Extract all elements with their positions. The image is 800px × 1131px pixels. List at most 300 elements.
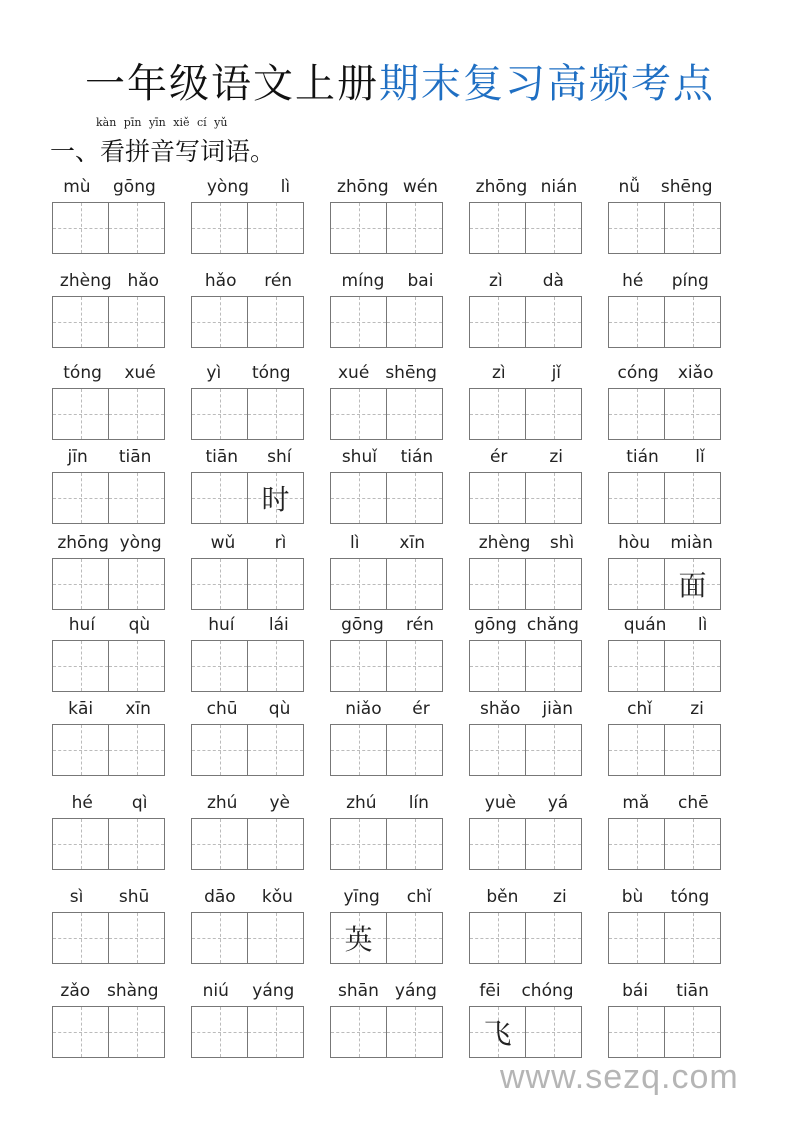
pinyin-syllable: zhèng [478,533,531,553]
writing-cell[interactable] [247,1007,303,1057]
writing-cell[interactable] [331,297,386,347]
word-item [608,886,723,968]
word-item [330,270,445,352]
writing-boxes [469,202,582,254]
pinyin-syllable: niú [202,981,229,1001]
writing-cell[interactable] [470,473,525,523]
writing-cell[interactable] [108,725,164,775]
pinyin-syllable: zǎo [60,981,91,1001]
writing-cell[interactable] [247,819,303,869]
word-item [330,698,445,780]
pinyin-syllable: shì [549,533,575,553]
writing-boxes [191,388,304,440]
pinyin-syllable: niǎo [345,699,382,719]
writing-cell[interactable] [664,203,720,253]
writing-boxes [330,724,443,776]
pinyin-syllable: zhōng [337,177,389,197]
written-character: 面 [678,569,707,602]
pinyin-label [191,886,306,908]
pinyin-syllable: jǐ [551,363,562,383]
pinyin-syllable: shān [338,981,379,1001]
word-item [52,446,167,528]
writing-boxes [608,388,721,440]
pinyin-syllable: shēng [660,177,713,197]
word-item [330,176,445,258]
written-character: 时 [261,483,290,516]
word-item [191,532,306,614]
title-blue-part: 期末复习高频考点 [379,61,715,107]
pinyin-label [469,614,584,636]
writing-cell[interactable] [53,819,108,869]
word-item [608,446,723,528]
pinyin-syllable: yuè [484,793,517,813]
writing-cell[interactable] [609,559,664,609]
writing-cell[interactable] [525,1007,581,1057]
pinyin-label [52,886,167,908]
writing-cell[interactable] [525,725,581,775]
pinyin-label [469,980,584,1002]
writing-boxes [191,472,304,524]
writing-boxes [608,472,721,524]
word-item [469,270,584,352]
writing-boxes [52,388,165,440]
pinyin-syllable: qù [128,615,151,635]
writing-boxes [52,724,165,776]
pinyin-syllable: xīn [399,533,425,553]
writing-cell[interactable] [609,725,664,775]
writing-boxes [330,1006,443,1058]
pinyin-label [52,362,167,384]
writing-boxes [330,296,443,348]
writing-cell[interactable] [331,559,386,609]
writing-cell[interactable] [108,819,164,869]
word-item [191,176,306,258]
writing-boxes [330,912,443,964]
pinyin-label [191,614,306,636]
title-black-part: 一年级语文上册 [85,61,379,107]
writing-cell[interactable] [664,1007,720,1057]
writing-cell[interactable] [53,913,108,963]
pinyin-syllable: lǐ [695,447,705,467]
word-item [52,532,167,614]
pinyin-syllable: dà [542,271,564,291]
writing-cell[interactable] [331,641,386,691]
pinyin-label [608,362,723,384]
pinyin-syllable: mǎ [622,793,650,813]
writing-cell[interactable] [470,389,525,439]
pinyin-label [52,614,167,636]
pinyin-syllable: qì [131,793,148,813]
writing-boxes [608,818,721,870]
pinyin-label [330,614,445,636]
pinyin-syllable: shēng [385,363,437,383]
pinyin-syllable: ér [412,699,430,719]
pinyin-syllable: tóng [63,363,102,383]
writing-cell[interactable] [664,473,720,523]
pinyin-label [330,886,445,908]
pinyin-syllable: quán [623,615,667,635]
writing-boxes [469,912,582,964]
writing-cell[interactable] [386,203,442,253]
writing-cell[interactable] [108,1007,164,1057]
pinyin-syllable: shū [118,887,150,907]
pinyin-label [52,446,167,468]
writing-cell[interactable] [192,297,247,347]
writing-boxes [52,640,165,692]
writing-cell[interactable] [53,473,108,523]
pinyin-syllable: zhōng [57,533,109,553]
writing-boxes [191,818,304,870]
writing-cell[interactable] [609,389,664,439]
pinyin-syllable: píng [671,271,709,291]
pinyin-syllable: yáng [252,981,295,1001]
word-item [469,532,584,614]
pinyin-syllable: gōng [113,177,156,197]
pinyin-syllable: zi [549,447,564,467]
writing-boxes [52,818,165,870]
pinyin-syllable: shàng [106,981,159,1001]
word-item [330,980,445,1062]
word-item [608,614,723,696]
pinyin-syllable: lì [349,533,360,553]
pinyin-label [469,446,584,468]
writing-boxes [608,640,721,692]
writing-boxes [469,1006,582,1058]
pinyin-syllable: huí [68,615,96,635]
writing-cell[interactable] [331,1007,386,1057]
writing-cell[interactable] [609,203,664,253]
word-item [52,362,167,444]
pinyin-syllable: lì [697,615,708,635]
writing-cell[interactable] [247,389,303,439]
writing-boxes [330,202,443,254]
writing-cell[interactable] [108,913,164,963]
writing-cell[interactable] [53,203,108,253]
pinyin-label [330,980,445,1002]
writing-boxes [191,202,304,254]
writing-cell[interactable] [386,559,442,609]
pinyin-label [469,176,584,198]
writing-cell[interactable] [386,641,442,691]
writing-boxes [52,912,165,964]
pinyin-syllable: bai [407,271,434,291]
pinyin-label [608,792,723,814]
pinyin-syllable: běn [486,887,519,907]
writing-cell[interactable] [53,1007,108,1057]
writing-cell[interactable] [192,473,247,523]
word-item [608,980,723,1062]
pinyin-syllable: hé [71,793,93,813]
pinyin-syllable: yòng [119,533,162,553]
pinyin-label [191,176,306,198]
word-item [52,792,167,874]
pinyin-syllable: zì [489,271,503,291]
pinyin-syllable: zhú [206,793,238,813]
writing-cell[interactable] [609,913,664,963]
writing-boxes [608,558,721,610]
word-item [52,980,167,1062]
writing-cell[interactable] [525,473,581,523]
writing-cell[interactable] [470,725,525,775]
writing-boxes [191,1006,304,1058]
pinyin-syllable: hé [622,271,644,291]
pinyin-syllable: chū [206,699,238,719]
pinyin-syllable: chē [678,793,709,813]
pinyin-syllable: xué [124,363,156,383]
pinyin-syllable: bù [621,887,644,907]
writing-cell[interactable] [192,913,247,963]
pinyin-syllable: yè [269,793,290,813]
writing-cell[interactable] [247,297,303,347]
pinyin-syllable: hǎo [204,271,237,291]
writing-cell[interactable] [108,389,164,439]
writing-cell[interactable] [470,819,525,869]
writing-cell[interactable] [664,819,720,869]
writing-cell[interactable] [53,725,108,775]
writing-cell[interactable] [192,819,247,869]
writing-cell[interactable] [386,819,442,869]
section-title: 一、看拼音写词语。 [50,137,276,166]
pinyin-syllable: yá [547,793,569,813]
writing-cell[interactable] [664,389,720,439]
pinyin-syllable: xué [338,363,370,383]
writing-boxes [330,640,443,692]
writing-cell[interactable] [331,473,386,523]
writing-cell[interactable] [525,559,581,609]
writing-cell[interactable] [609,1007,664,1057]
writing-boxes [608,296,721,348]
pinyin-syllable: bái [622,981,649,1001]
watermark: www.sezq.com [500,1058,739,1096]
pinyin-syllable: rén [406,615,434,635]
word-item [330,532,445,614]
writing-cell[interactable] [192,725,247,775]
pinyin-syllable: tóng [670,887,710,907]
word-item [608,532,723,614]
pinyin-label [469,270,584,292]
writing-cell[interactable] [192,1007,247,1057]
writing-cell[interactable] [470,641,525,691]
pinyin-syllable: shí [267,447,292,467]
writing-boxes [608,1006,721,1058]
writing-cell[interactable] [525,819,581,869]
pinyin-syllable: nǚ [618,177,640,197]
word-item [469,980,584,1062]
pinyin-label [191,362,306,384]
writing-boxes [330,558,443,610]
writing-boxes [469,388,582,440]
writing-cell[interactable] [108,559,164,609]
writing-cell[interactable] [192,641,247,691]
writing-cell[interactable] [470,559,525,609]
pinyin-label [608,980,723,1002]
word-item [469,446,584,528]
pinyin-syllable: tiān [118,447,152,467]
writing-cell[interactable] [525,203,581,253]
word-item [191,270,306,352]
pinyin-label [469,886,584,908]
writing-cell[interactable] [609,819,664,869]
pinyin-label [330,698,445,720]
word-item [469,886,584,968]
pinyin-label [608,532,723,554]
word-item [52,698,167,780]
pinyin-label [191,792,306,814]
pinyin-syllable: mù [63,177,91,197]
writing-cell[interactable] [331,389,386,439]
writing-cell[interactable] [525,297,581,347]
writing-cell[interactable] [331,913,386,963]
pinyin-label [191,698,306,720]
writing-cell[interactable] [525,913,581,963]
pinyin-label [608,446,723,468]
writing-cell[interactable] [108,641,164,691]
writing-cell[interactable] [664,641,720,691]
page-title [0,52,800,109]
pinyin-label [330,532,445,554]
writing-cell[interactable] [386,297,442,347]
pinyin-label [608,176,723,198]
writing-cell[interactable] [386,725,442,775]
writing-boxes [469,472,582,524]
writing-boxes [469,724,582,776]
writing-cell[interactable] [53,389,108,439]
writing-cell[interactable] [386,389,442,439]
writing-cell[interactable] [386,473,442,523]
writing-cell[interactable] [53,297,108,347]
writing-cell[interactable] [470,203,525,253]
written-character: 英 [344,923,373,956]
writing-boxes [469,640,582,692]
writing-boxes [469,558,582,610]
pinyin-syllable: dāo [204,887,236,907]
writing-cell[interactable] [247,203,303,253]
writing-cell[interactable] [331,819,386,869]
word-item [469,792,584,874]
pinyin-label [191,270,306,292]
pinyin-syllable: lín [408,793,429,813]
writing-boxes [608,912,721,964]
pinyin-syllable: fēi [479,981,501,1001]
writing-boxes [52,1006,165,1058]
writing-cell[interactable] [53,559,108,609]
writing-cell[interactable] [470,297,525,347]
writing-cell[interactable] [108,203,164,253]
word-item [191,698,306,780]
pinyin-syllable: chǐ [406,887,432,907]
pinyin-label [52,698,167,720]
writing-cell[interactable] [53,641,108,691]
writing-cell[interactable] [108,297,164,347]
writing-cell[interactable] [192,559,247,609]
word-item [330,792,445,874]
pinyin-syllable: kǒu [261,887,293,907]
pinyin-label [469,532,584,554]
word-item [608,698,723,780]
writing-cell[interactable] [525,641,581,691]
pinyin-syllable: gōng [341,615,384,635]
pinyin-syllable: huí [208,615,235,635]
word-item [191,446,306,528]
writing-boxes [191,640,304,692]
word-item [330,886,445,968]
pinyin-syllable: cóng [617,363,659,383]
pinyin-syllable: yáng [394,981,437,1001]
pinyin-syllable: tián [626,447,659,467]
writing-cell[interactable] [247,559,303,609]
writing-boxes [608,202,721,254]
pinyin-syllable: zhōng [475,177,528,197]
writing-cell[interactable] [247,641,303,691]
writing-boxes [52,558,165,610]
writing-cell[interactable] [664,913,720,963]
word-item [469,362,584,444]
writing-cell[interactable] [192,203,247,253]
writing-boxes [469,296,582,348]
writing-cell[interactable] [609,641,664,691]
writing-boxes [330,388,443,440]
writing-cell[interactable] [247,473,303,523]
pinyin-syllable: yòng [206,177,249,197]
pinyin-syllable: shuǐ [341,447,377,467]
writing-cell[interactable] [192,389,247,439]
word-item [191,886,306,968]
writing-cell[interactable] [609,297,664,347]
pinyin-syllable: hòu [618,533,651,553]
writing-cell[interactable] [470,913,525,963]
writing-cell[interactable] [331,203,386,253]
writing-boxes [52,296,165,348]
writing-cell[interactable] [247,725,303,775]
word-item [469,614,584,696]
pinyin-label [330,362,445,384]
pinyin-syllable: chǎng [526,615,579,635]
pinyin-syllable: zhú [346,793,377,813]
pinyin-syllable: xiǎo [677,363,714,383]
pinyin-label [608,270,723,292]
pinyin-syllable: rén [264,271,293,291]
pinyin-syllable: tiān [205,447,239,467]
pinyin-syllable: wén [402,177,438,197]
pinyin-syllable: kāi [68,699,94,719]
writing-boxes [608,724,721,776]
pinyin-syllable: jiàn [542,699,574,719]
writing-cell[interactable] [247,913,303,963]
writing-cell[interactable] [664,297,720,347]
pinyin-label [608,698,723,720]
writing-cell[interactable] [386,1007,442,1057]
pinyin-label [608,886,723,908]
word-item [608,176,723,258]
writing-cell[interactable] [108,473,164,523]
pinyin-syllable: shǎo [479,699,521,719]
pinyin-label [191,980,306,1002]
writing-cell[interactable] [331,725,386,775]
word-item [469,698,584,780]
writing-boxes [191,296,304,348]
writing-cell[interactable] [664,559,720,609]
pinyin-syllable: miàn [670,533,713,553]
writing-cell[interactable] [664,725,720,775]
pinyin-syllable: zhèng [59,271,112,291]
pinyin-label [52,792,167,814]
pinyin-label [52,176,167,198]
writing-cell[interactable] [386,913,442,963]
writing-cell[interactable] [609,473,664,523]
word-item [330,614,445,696]
writing-cell[interactable] [470,1007,525,1057]
writing-cell[interactable] [525,389,581,439]
